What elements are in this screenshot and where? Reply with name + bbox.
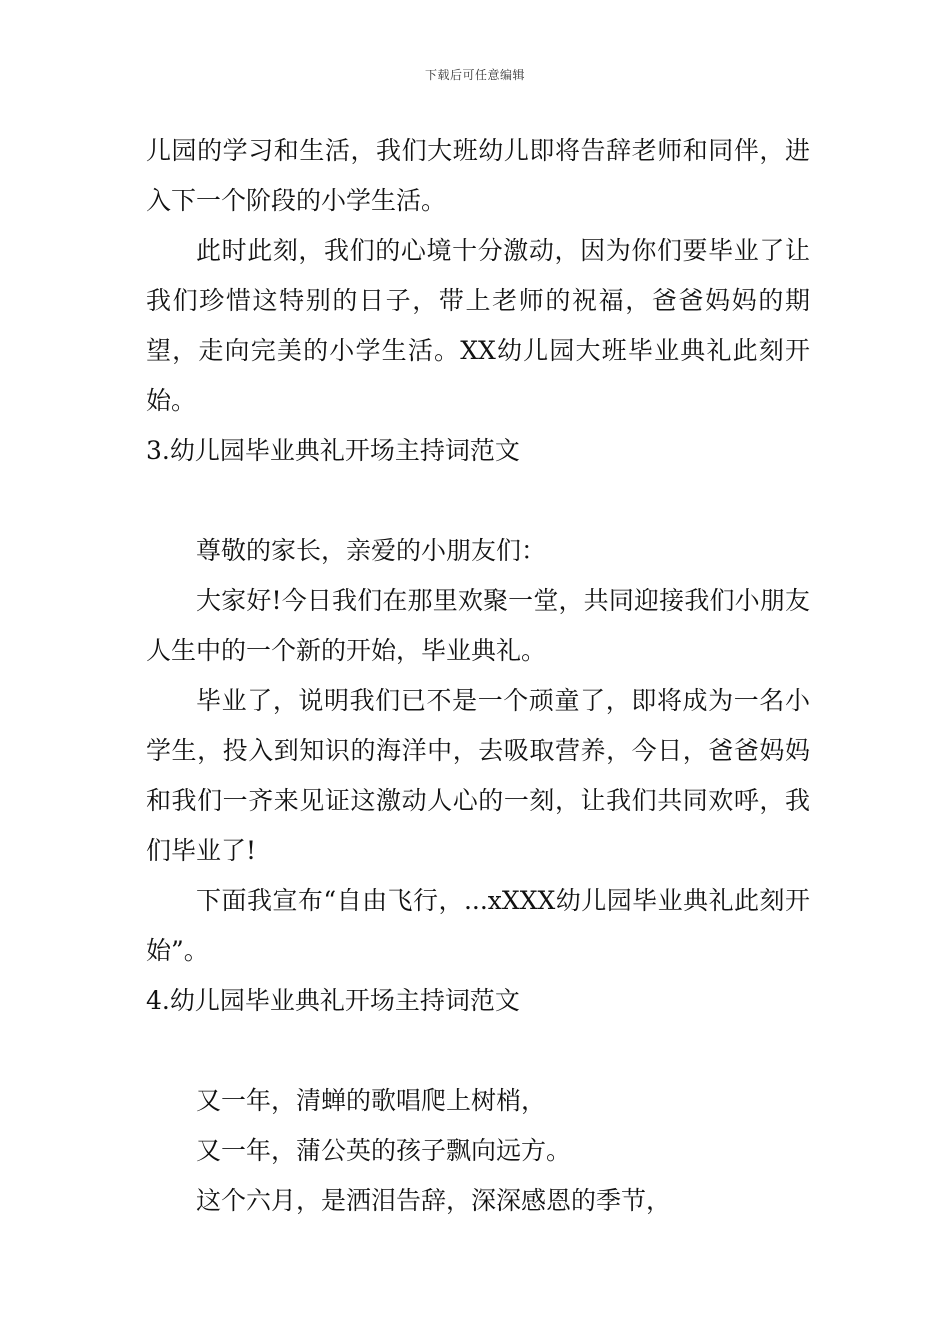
poem-line: 这个六月，是洒泪告辞，深深感恩的季节，	[196, 1186, 672, 1215]
paragraph-continuation: 儿园的学习和生活，我们大班幼儿即将告辞老师和同伴，进入下一个阶段的小学生活。	[146, 136, 810, 215]
page-header: 下载后可任意编辑	[424, 68, 525, 82]
blank-line	[146, 1026, 810, 1076]
section-heading-4: 4.幼儿园毕业典礼开场主持词范文	[146, 986, 520, 1015]
paragraph: 此时此刻，我们的心境十分激动，因为你们要毕业了让我们珍惜这特别的日子，带上老师的祝福，爸爸妈妈的期望，走向完美的小学生活。XX幼儿园大班毕业典礼此刻开始。	[146, 236, 810, 415]
poem-line: 又一年，清蝉的歌唱爬上树梢，	[196, 1086, 547, 1115]
section-heading-3: 3.幼儿园毕业典礼开场主持词范文	[146, 436, 520, 465]
paragraph: 大家好!今日我们在那里欢聚一堂，共同迎接我们小朋友人生中的一个新的开始，毕业典礼。	[146, 586, 810, 665]
paragraph: 下面我宣布“自由飞行，...xXXX幼儿园毕业典礼此刻开始”。	[146, 886, 810, 965]
document-body	[146, 126, 810, 1226]
blank-line	[146, 476, 810, 526]
paragraph-greeting: 尊敬的家长，亲爱的小朋友们：	[196, 536, 547, 565]
poem-line: 又一年，蒲公英的孩子飘向远方。	[196, 1136, 572, 1165]
paragraph: 毕业了，说明我们已不是一个顽童了，即将成为一名小学生，投入到知识的海洋中，去吸取营养，今日，爸爸妈妈和我们一齐来见证这激动人心的一刻，让我们共同欢呼，我们毕业了!	[146, 686, 810, 865]
